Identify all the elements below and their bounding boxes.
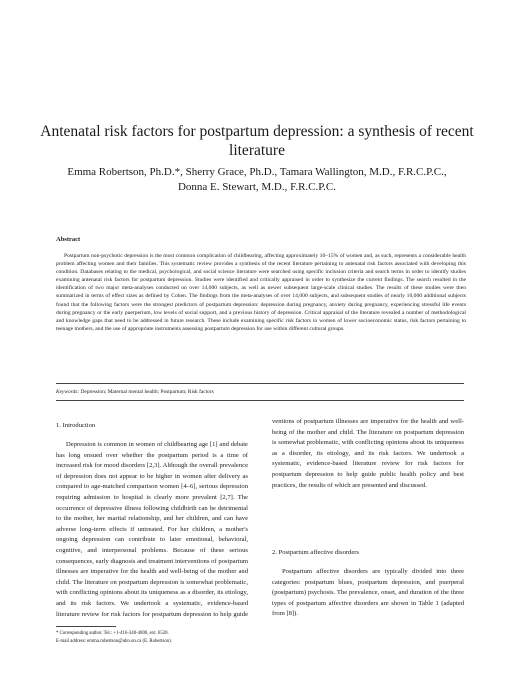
paper-title: Antenatal risk factors for postpartum depression: a synthesis of recent literature	[40, 123, 474, 159]
authors-line-2: Donna E. Stewart, M.D., F.R.C.P.C.	[177, 181, 337, 193]
keywords-label: Keywords:	[56, 389, 80, 395]
keywords-bottom-rule	[56, 400, 464, 401]
section-1-continuation: ventions of postpartum illnesses are imperative for the health and well-being of the mother and child. The literature on postpartum depression is somewhat problematic, with conflicting opinions about its uniqueness as a disorder, its etiology, and its risk factors. We undertook a systematic, evidence-based literature review for risk factors for postpartum depression to help guide public health policy and best practices, the results of which are presented and discussed.	[272, 418, 464, 489]
section-2-paragraph: Postpartum affective disorders are typically divided into three categories: postpartum blues, postpartum depression, and puerperal (postpartum) psychosis. The prevalence, onset, and duration of the three types of postpartum affective disorders are shown in Table 1 (adapted from [8]).	[272, 568, 464, 618]
section-2-heading: 2. Postpartum affective disorders	[272, 549, 360, 556]
section-1-paragraph-right	[272, 417, 464, 527]
footnote-email: E-mail address: emma.robertson@uhn.on.ca (E. Robertson).	[56, 639, 172, 644]
authors-line-1: Emma Robertson, Ph.D.*, Sherry Grace, Ph.D., Tamara Wallington, M.D., F.R.C.P.C.,	[67, 166, 447, 178]
abstract-text: Postpartum non-psychotic depression is the most common complication of childbearing, affecting approximately 10–15% of women and, as such, represents a considerable health problem affecting women and their families. This systematic review provides a synthesis of the recent literature pertaining to antenatal risk factors associated with developing this condition. Databases relating to the medical, psychological, and social science literature were searched using specific inclusion criteria and search terms in order to identify studies examining antenatal risk factors for postpartum depression. Studies were identified and critically appraised in order to synthesize the current findings. The search resulted in the identification of two major meta-analyses conducted on over 14,000 subjects, as well as newer subsequent large-scale clinical studies. The results of these studies were then summarized in terms of effect sizes as defined by Cohen. The findings from the meta-analyses of over 14,000 subjects, and subsequent studies of nearly 10,000 additional subjects found that the following factors were the strongest predictors of postpartum depression: depression during pregnancy, anxiety during pregnancy, experiencing stressful life events during pregnancy or the early puerperium, low levels of social support, and a previous history of depression. Critical appraisal of the literature revealed a number of methodological and knowledge gaps that need to be addressed in future research. These include examining specific risk factors in women of lower socioeconomic status, risk factors pertaining to teenage mothers, and the use of appropriate instruments assessing postpartum depression for use within different cultural groups.	[56, 253, 466, 332]
keywords-text: Depression; Maternal mental health; Postpartum; Risk factors	[80, 389, 214, 395]
section-1-heading: 1. Introduction	[56, 422, 96, 429]
abstract-heading: Abstract	[56, 236, 81, 243]
footnote-rule	[56, 626, 116, 627]
author-list	[40, 165, 474, 195]
keywords-top-rule	[56, 383, 464, 384]
keywords-line	[56, 389, 466, 395]
footnote-corresponding: * Corresponding author. Tel.: +1-416-340-4800, ext. 6520.	[56, 631, 169, 636]
section-1-paragraph-left: Depression is common in women of childbearing age [1] and debate has long ensued over whether the postpartum period is a time of increased risk for mood disorders [2,3]. Although the overall prevalence of depression does not appear to be higher in women after delivery as compared to age-matched comparison women [4–6], serious depression requiring admission to hospital is clearly more prevalent [2,7]. The occurrence of depressive illness following childbirth can be detrimental to the mother, her marital relationship, and her children, and can have adverse long-term effects if untreated. For her children, a mother's ongoing depression can contribute to later emotional, behavioral, cognitive, and interpersonal problems. Because of these serious consequences, early diagnosis and treatment interventions of postpartum illnesses are imperative for the health and well-being of the mother and child. The literature on postpartum depression is somewhat problematic, with conflicting opinions about its uniqueness as a disorder, its etiology, and its risk factors. We undertook a systematic, evidence-based literature review for risk factors for postpartum depression to help guide	[56, 441, 248, 618]
